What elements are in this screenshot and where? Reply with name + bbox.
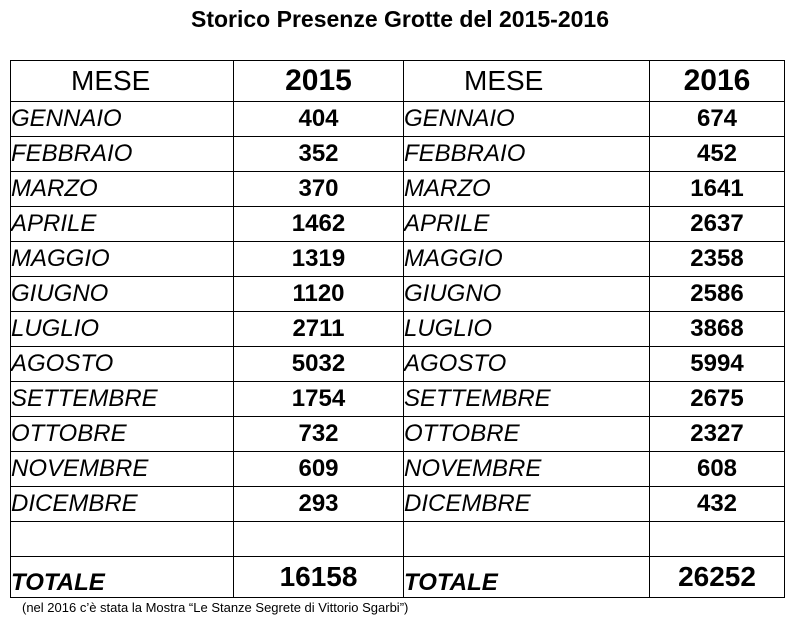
value-2016: 2358 xyxy=(650,242,785,277)
value-2016: 608 xyxy=(650,452,785,487)
value-2015: 2711 xyxy=(234,312,404,347)
table-row xyxy=(11,102,785,137)
month-2016: SETTEMBRE xyxy=(404,382,650,417)
empty-cell xyxy=(234,522,404,557)
total-value-2015: 16158 xyxy=(234,557,404,598)
month-2015: MAGGIO xyxy=(11,242,234,277)
month-2016: AGOSTO xyxy=(404,347,650,382)
table-row xyxy=(11,382,785,417)
table-row xyxy=(11,417,785,452)
month-2015: MARZO xyxy=(11,172,234,207)
value-2015: 1462 xyxy=(234,207,404,242)
month-2016: OTTOBRE xyxy=(404,417,650,452)
table-row xyxy=(11,242,785,277)
value-2015: 352 xyxy=(234,137,404,172)
value-2016: 2586 xyxy=(650,277,785,312)
month-2015: OTTOBRE xyxy=(11,417,234,452)
value-2015: 732 xyxy=(234,417,404,452)
value-2016: 1641 xyxy=(650,172,785,207)
value-2016: 2675 xyxy=(650,382,785,417)
page-title: Storico Presenze Grotte del 2015-2016 xyxy=(190,6,610,32)
value-2015: 5032 xyxy=(234,347,404,382)
month-2015: AGOSTO xyxy=(11,347,234,382)
month-2015: GENNAIO xyxy=(11,102,234,137)
footnote: (nel 2016 c’è stata la Mostra “Le Stanze Segrete di Vittorio Sgarbi”) xyxy=(22,600,409,615)
value-2015: 370 xyxy=(234,172,404,207)
month-2016: NOVEMBRE xyxy=(404,452,650,487)
value-2015: 1319 xyxy=(234,242,404,277)
table-body xyxy=(11,61,785,598)
value-2016: 452 xyxy=(650,137,785,172)
month-2016: GIUGNO xyxy=(404,277,650,312)
value-2016: 2637 xyxy=(650,207,785,242)
value-2016: 2327 xyxy=(650,417,785,452)
value-2016: 432 xyxy=(650,487,785,522)
value-2016: 674 xyxy=(650,102,785,137)
month-2016: APRILE xyxy=(404,207,650,242)
value-2015: 293 xyxy=(234,487,404,522)
month-2015: LUGLIO xyxy=(11,312,234,347)
header-year-2015: 2015 xyxy=(234,61,404,102)
table-row xyxy=(11,172,785,207)
header-mese-2016: MESE xyxy=(404,61,650,102)
value-2016: 5994 xyxy=(650,347,785,382)
value-2015: 404 xyxy=(234,102,404,137)
month-2016: GENNAIO xyxy=(404,102,650,137)
month-2016: FEBBRAIO xyxy=(404,137,650,172)
month-2015: NOVEMBRE xyxy=(11,452,234,487)
empty-cell xyxy=(404,522,650,557)
empty-row xyxy=(11,522,785,557)
table-row xyxy=(11,347,785,382)
attendance-table xyxy=(10,60,785,598)
month-2015: APRILE xyxy=(11,207,234,242)
empty-cell xyxy=(11,522,234,557)
month-2016: MARZO xyxy=(404,172,650,207)
header-row xyxy=(11,61,785,102)
month-2015: DICEMBRE xyxy=(11,487,234,522)
value-2015: 1120 xyxy=(234,277,404,312)
table-row xyxy=(11,452,785,487)
month-2015: GIUGNO xyxy=(11,277,234,312)
month-2016: DICEMBRE xyxy=(404,487,650,522)
table-row xyxy=(11,137,785,172)
total-value-2016: 26252 xyxy=(650,557,785,598)
empty-cell xyxy=(650,522,785,557)
value-2016: 3868 xyxy=(650,312,785,347)
month-2016: LUGLIO xyxy=(404,312,650,347)
value-2015: 609 xyxy=(234,452,404,487)
month-2015: SETTEMBRE xyxy=(11,382,234,417)
total-label-2015: TOTALE xyxy=(11,557,234,598)
table-row xyxy=(11,207,785,242)
total-row xyxy=(11,557,785,598)
month-2016: MAGGIO xyxy=(404,242,650,277)
table-row xyxy=(11,277,785,312)
table-row xyxy=(11,312,785,347)
value-2015: 1754 xyxy=(234,382,404,417)
total-label-2016: TOTALE xyxy=(404,557,650,598)
month-2015: FEBBRAIO xyxy=(11,137,234,172)
header-mese-2015: MESE xyxy=(11,61,234,102)
header-year-2016: 2016 xyxy=(650,61,785,102)
table-row xyxy=(11,487,785,522)
